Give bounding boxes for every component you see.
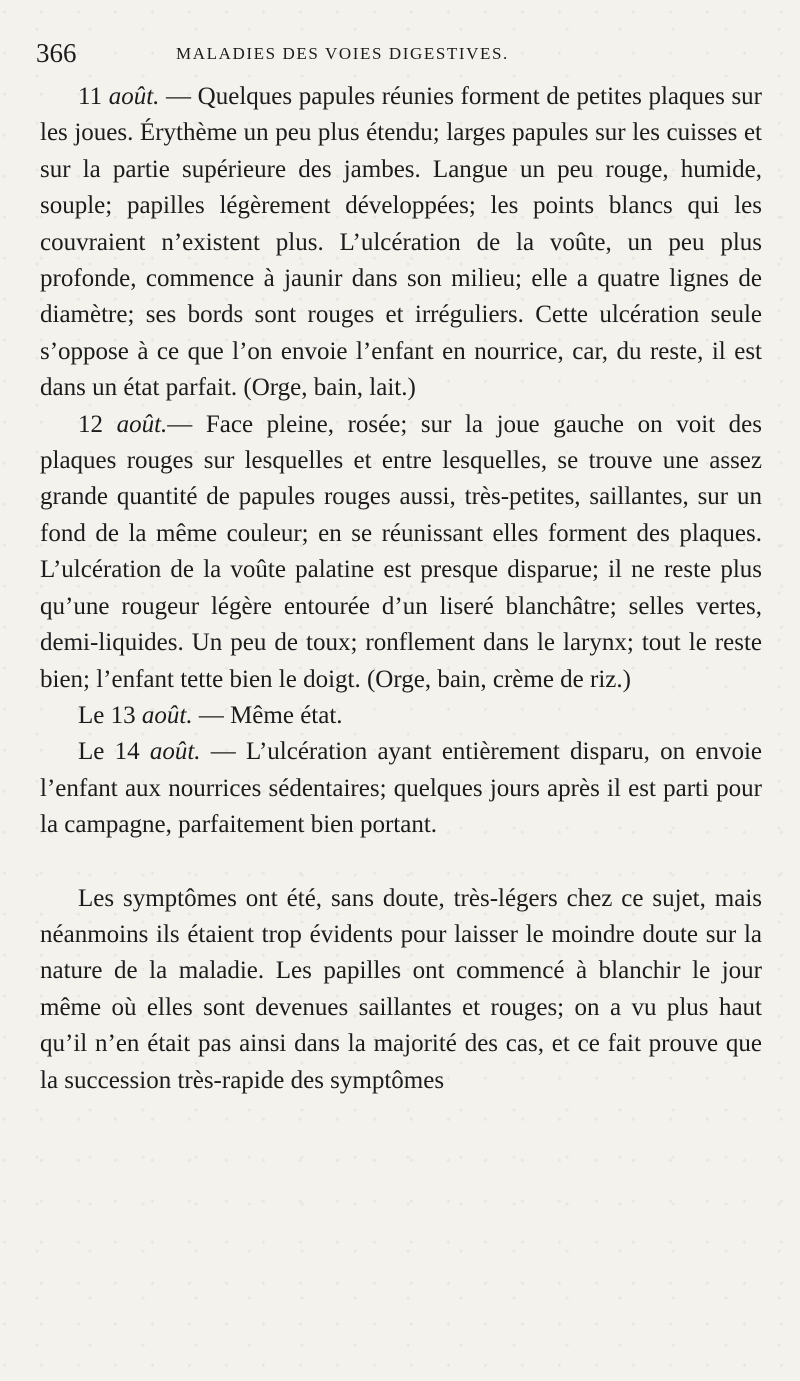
entry-date: août. xyxy=(149,738,201,766)
entry-date: août. xyxy=(108,83,160,110)
entry-paragraph-aug-12 xyxy=(40,407,762,698)
body-text xyxy=(40,79,762,1099)
entry-paragraph-aug-13 xyxy=(40,698,762,734)
entry-text: — Même état. xyxy=(192,701,343,729)
entry-paragraph-aug-14 xyxy=(40,734,762,843)
entry-paragraph-aug-11 xyxy=(40,79,762,407)
entry-day: Le 14 xyxy=(78,738,150,766)
section-gap xyxy=(40,844,762,881)
page-header xyxy=(36,38,764,72)
entry-day: 12 xyxy=(78,410,117,438)
entry-text: — Face pleine, rosée; sur la joue gauche on voit des plaques rouges sur lesquelles et entre lesquelles, se trouve une assez grande quantité de papules rouges aussi, très-petites, saillantes, sur un fond de la même couleur; en se réunissant elles forment des plaques. L’ulcération de la voûte palatine est presque disparue; il ne reste plus qu’une rougeur légère entourée d’un liseré blanchâtre; selles vertes, demi-liquides. Un peu de toux; ronflement dans le larynx; tout le reste bien; l’enfant tette bien le doigt. (Orge, bain, crème de riz.) xyxy=(40,410,762,693)
entry-day: Le 13 xyxy=(78,701,142,729)
running-head: MALADIES DES VOIES DIGESTIVES. xyxy=(176,44,509,63)
commentary-paragraph: Les symptômes ont été, sans doute, très-légers chez ce sujet, mais néanmoins ils étaient trop évidents pour laisser le moindre doute sur la nature de la maladie. Les papilles ont commencé à blanchir le jour même où elles sont devenues saillantes et rouges; on a vu plus haut qu’il n’en était pas ainsi dans la majorité des cas, et ce fait prouve que la succession très-rapide des symptômes xyxy=(40,884,762,1094)
entry-text: — L’ulcération ayant entièrement disparu, on envoie l’enfant aux nourrices sédentaires; quelques jours après il est parti pour la campagne, parfaitement bien portant. xyxy=(40,738,762,839)
entry-date: août. xyxy=(141,701,193,729)
page-number: 366 xyxy=(36,38,77,68)
entry-date: août. xyxy=(116,410,168,438)
entry-text: — Quelques papules réunies forment de petites plaques sur les joues. Érythème un peu plus étendu; larges papules sur les cuisses et sur la partie supérieure des jambes. Langue un peu rouge, humide, souple; papilles légèrement développées; les points blancs qui les couvraient n’existent plus. L’ulcération de la voûte, un peu plus profonde, commence à jaunir dans son milieu; elle a quatre lignes de diamètre; ses bords sont rouges et irréguliers. Cette ulcération seule s’oppose à ce que l’on envoie l’enfant en nourrice, car, du reste, il est dans un état parfait. (Orge, bain, lait.) xyxy=(40,83,762,402)
entry-day: 11 xyxy=(78,83,109,110)
